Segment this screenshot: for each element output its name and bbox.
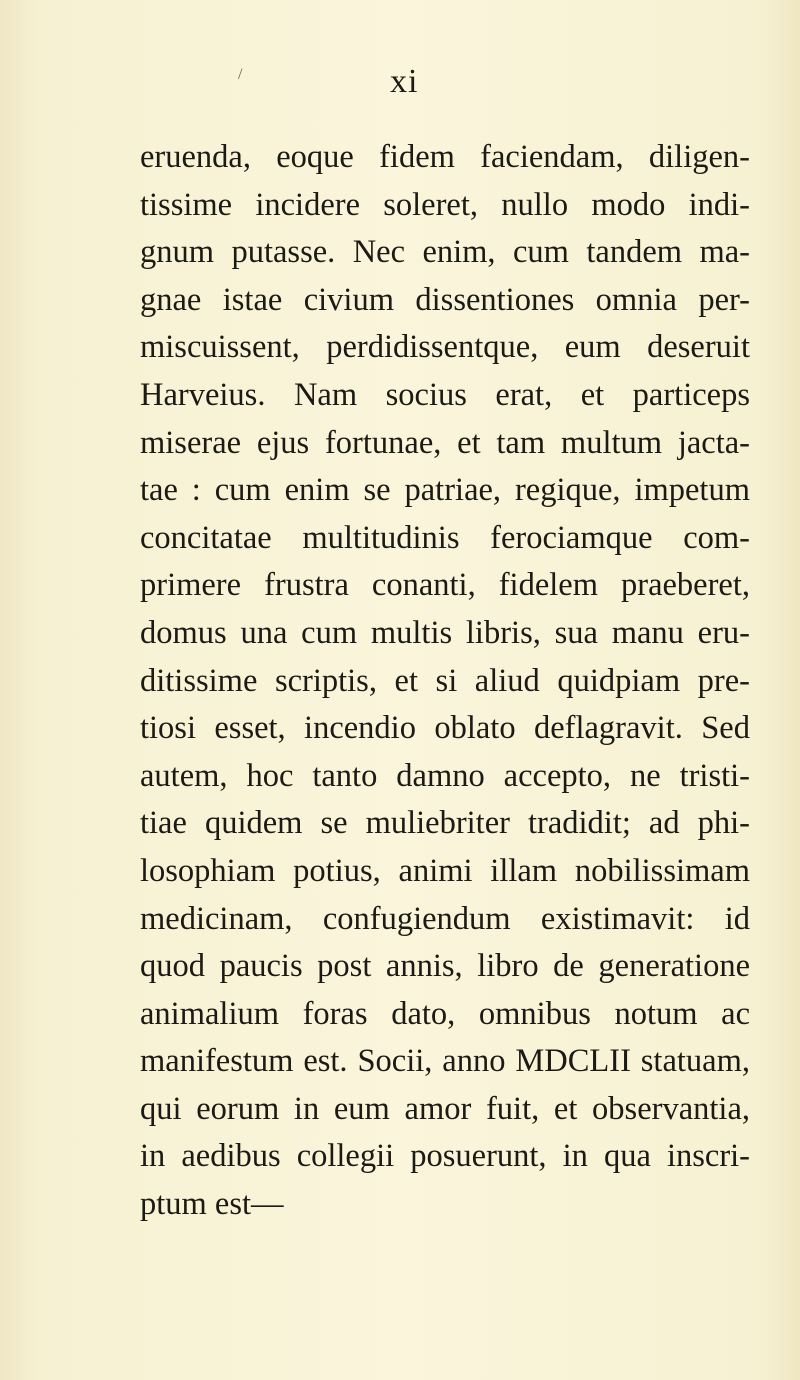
text-line: medicinam, confugiendum existimavit: id (140, 900, 750, 937)
text-line: domus una cum multis libris, sua manu eru- (140, 614, 750, 651)
margin-mark: / (238, 66, 243, 83)
text-line: in aedibus collegii posuerunt, in qua inscri- (140, 1138, 750, 1175)
text-line: animalium foras dato, omnibus notum ac (140, 995, 750, 1032)
text-line: qui eorum in eum amor fuit, et observantia, (140, 1090, 750, 1127)
text-line: autem, hoc tanto damno accepto, ne tristi- (140, 757, 750, 794)
text-line: primere frustra conanti, fidelem praeberet, (140, 567, 750, 604)
text-line: tiosi esset, incendio oblato deflagravit. Sed (140, 710, 750, 747)
body-text (140, 134, 750, 1229)
text-line: miserae ejus fortunae, et tam multum jacta- (140, 424, 750, 461)
text-line: manifestum est. Socii, anno MDCLII statuam, (140, 1043, 750, 1080)
text-line: quod paucis post annis, libro de generatione (140, 948, 750, 985)
text-line: ditissime scriptis, et si aliud quidpiam pre- (140, 662, 750, 699)
text-line: tae : cum enim se patriae, regique, impetum (140, 472, 750, 509)
text-line: miscuissent, perdidissentque, eum deseruit (140, 329, 750, 366)
text-line: Harveius. Nam socius erat, et particeps (140, 376, 750, 413)
text-line: ptum est— (140, 1186, 284, 1223)
text-line: gnum putasse. Nec enim, cum tandem ma- (140, 234, 750, 271)
text-line: concitatae multitudinis ferociamque com- (140, 519, 750, 556)
text-line: tissime incidere soleret, nullo modo indi- (140, 186, 750, 223)
text-line: losophiam potius, animi illam nobilissimam (140, 852, 750, 889)
text-line: gnae istae civium dissentiones omnia per- (140, 281, 750, 318)
text-line: tiae quidem se muliebriter tradidit; ad phi- (140, 805, 750, 842)
text-line: eruenda, eoque fidem faciendam, diligen- (140, 139, 750, 175)
page-number: xi (390, 63, 419, 100)
